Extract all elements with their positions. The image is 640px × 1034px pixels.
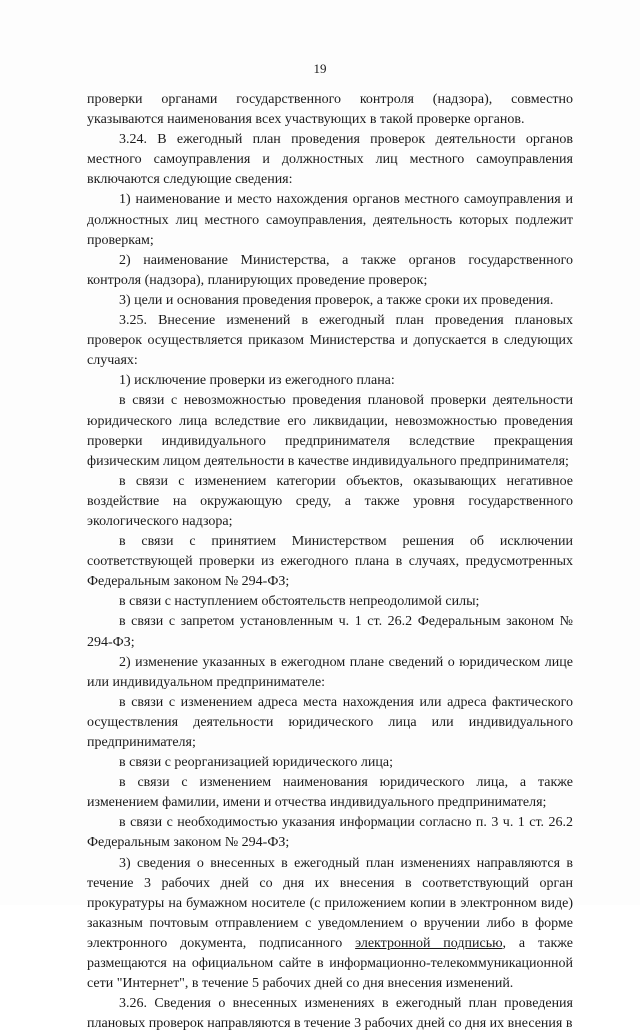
paragraph: в связи с принятием Министерством решения об исключении соответствующей проверки из ежегодного плана в случаях, предусмотренных Федеральным законом № 294-ФЗ;: [87, 534, 573, 590]
paragraph: 2) изменение указанных в ежегодном плане сведений о юридическом лице или индивидуальном предпринимателе:: [87, 654, 573, 690]
document-body: [87, 90, 573, 1034]
paragraph: в связи с необходимостью указания информации согласно п. 3 ч. 1 ст. 26.2 Федеральным законом № 294-ФЗ;: [87, 815, 573, 851]
paragraph: 1) исключение проверки из ежегодного плана:: [119, 373, 395, 389]
page-number: 19: [313, 61, 327, 76]
paragraph: 3.26. Сведения о внесенных изменениях в ежегодный план проведения плановых проверок направляются в течение 3 рабочих дней со дня их внесения в: [87, 996, 573, 1032]
paragraph: 3.25. Внесение изменений в ежегодный план проведения плановых проверок осуществляется приказом Министерства и допускается в следующих случаях:: [87, 313, 573, 369]
paragraph: в связи с запретом установленным ч. 1 ст. 26.2 Федеральным законом № 294-ФЗ;: [87, 614, 573, 650]
paragraph-text: 3) сведения о внесенных в ежегодный план изменениях направляются в течение 3 рабочих дней со дня их внесения в соответствующий орган прокуратуры на бумажном носителе (с приложением копии в электронном виде) заказным почтовым отправлением с уведомлением о вручении либо в форме электронного документа, подписанного: [87, 855, 573, 951]
paragraph: в связи с изменением категории объектов, оказывающих негативное воздействие на окружающую среду, а также уровня государственного экологического надзора;: [87, 473, 573, 529]
paragraph: в связи с реорганизацией юридического лица;: [119, 755, 393, 771]
paragraph: в связи с невозможностью проведения плановой проверки деятельности юридического лица вследствие его ликвидации, невозможностью проведения проверки индивидуального предпринимателя вследствие прекращения физическим лицом деятельности в качестве индивидуального предпринимателя;: [87, 393, 573, 469]
paragraph: 3.24. В ежегодный план проведения проверок деятельности органов местного самоуправления и должностных лиц местного самоуправления включаются следующие сведения:: [87, 132, 573, 188]
paragraph-text: , а также размещаются на официальном сайте в информационно-телекоммуникационной сети "Интернет", в течение 5 рабочих дней со дня внесения изменений.: [87, 935, 573, 992]
paragraph: 2) наименование Министерства, а также органов государственного контроля (надзора), планирующих проведение проверок;: [87, 252, 573, 288]
paragraph: в связи с наступлением обстоятельств непреодолимой силы;: [119, 594, 480, 610]
paragraph: в связи с изменением наименования юридического лица, а также изменением фамилии, имени и отчества индивидуального предпринимателя;: [87, 775, 573, 811]
electronic-signature-underlined: электронной подписью: [355, 935, 503, 951]
paragraph: проверки органами государственного контроля (надзора), совместно указываются наименования всех участвующих в такой проверке органов.: [87, 92, 573, 128]
paragraph: 3) цели и основания проведения проверок, а также сроки их проведения.: [119, 292, 554, 308]
paragraph: в связи с изменением адреса места нахождения или адреса фактического осуществления деятельности юридического лица или индивидуального предпринимателя;: [87, 694, 573, 750]
paragraph-notification: [87, 854, 573, 995]
paragraph: 1) наименование и место нахождения органов местного самоуправления и должностных лиц местного самоуправления, деятельность которых подлежит проверкам;: [87, 192, 573, 248]
